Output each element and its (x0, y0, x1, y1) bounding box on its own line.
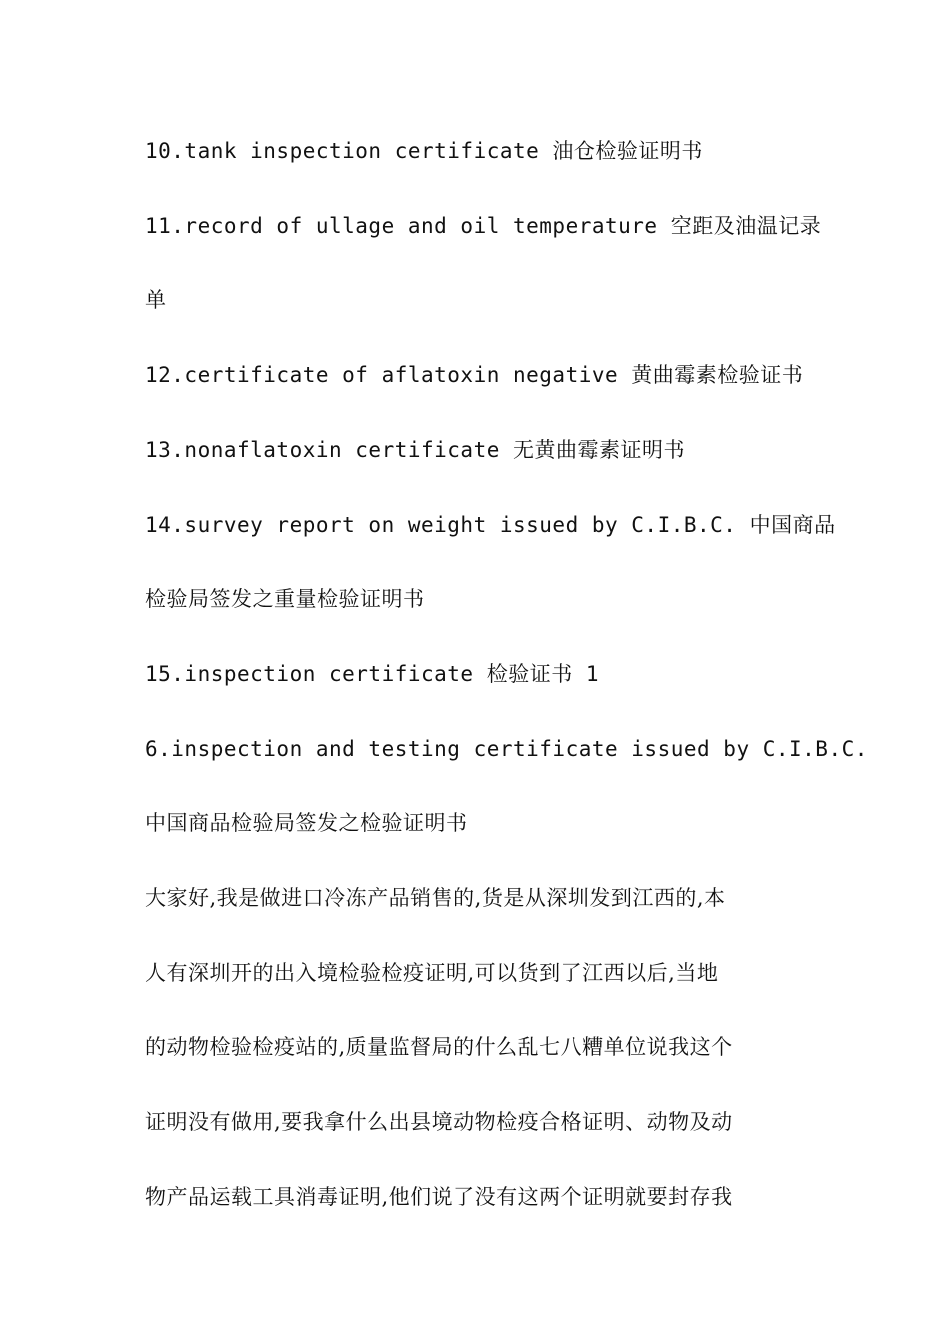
text-line-15: 物产品运载工具消毒证明,他们说了没有这两个证明就要封存我 (145, 1185, 733, 1209)
text-line-5: 13.nonaflatoxin certificate 无黄曲霉素证明书 (145, 438, 686, 462)
text-line-10: 中国商品检验局签发之检验证明书 (145, 811, 468, 835)
text-line-9: 6.inspection and testing certificate issued by C.I.B.C. (145, 737, 868, 761)
text-line-12: 人有深圳开的出入境检验检疫证明,可以货到了江西以后,当地 (145, 961, 719, 985)
text-line-14: 证明没有做用,要我拿什么出县境动物检疫合格证明、动物及动 (145, 1110, 733, 1134)
text-line-4: 12.certificate of aflatoxin negative 黄曲霉素检验证书 (145, 363, 804, 387)
text-line-3: 单 (145, 288, 167, 312)
text-line-8: 15.inspection certificate 检验证书 1 (145, 662, 600, 686)
text-line-11: 大家好,我是做进口冷冻产品销售的,货是从深圳发到江西的,本 (145, 886, 726, 910)
text-line-7: 检验局签发之重量检验证明书 (145, 587, 425, 611)
text-line-13: 的动物检验检疫站的,质量监督局的什么乱七八糟单位说我这个 (145, 1035, 733, 1059)
text-line-2: 11.record of ullage and oil temperature 空距及油温记录 (145, 214, 822, 238)
text-line-1: 10.tank inspection certificate 油仓检验证明书 (145, 139, 703, 163)
text-line-6: 14.survey report on weight issued by C.I.B.C. 中国商品 (145, 513, 836, 537)
